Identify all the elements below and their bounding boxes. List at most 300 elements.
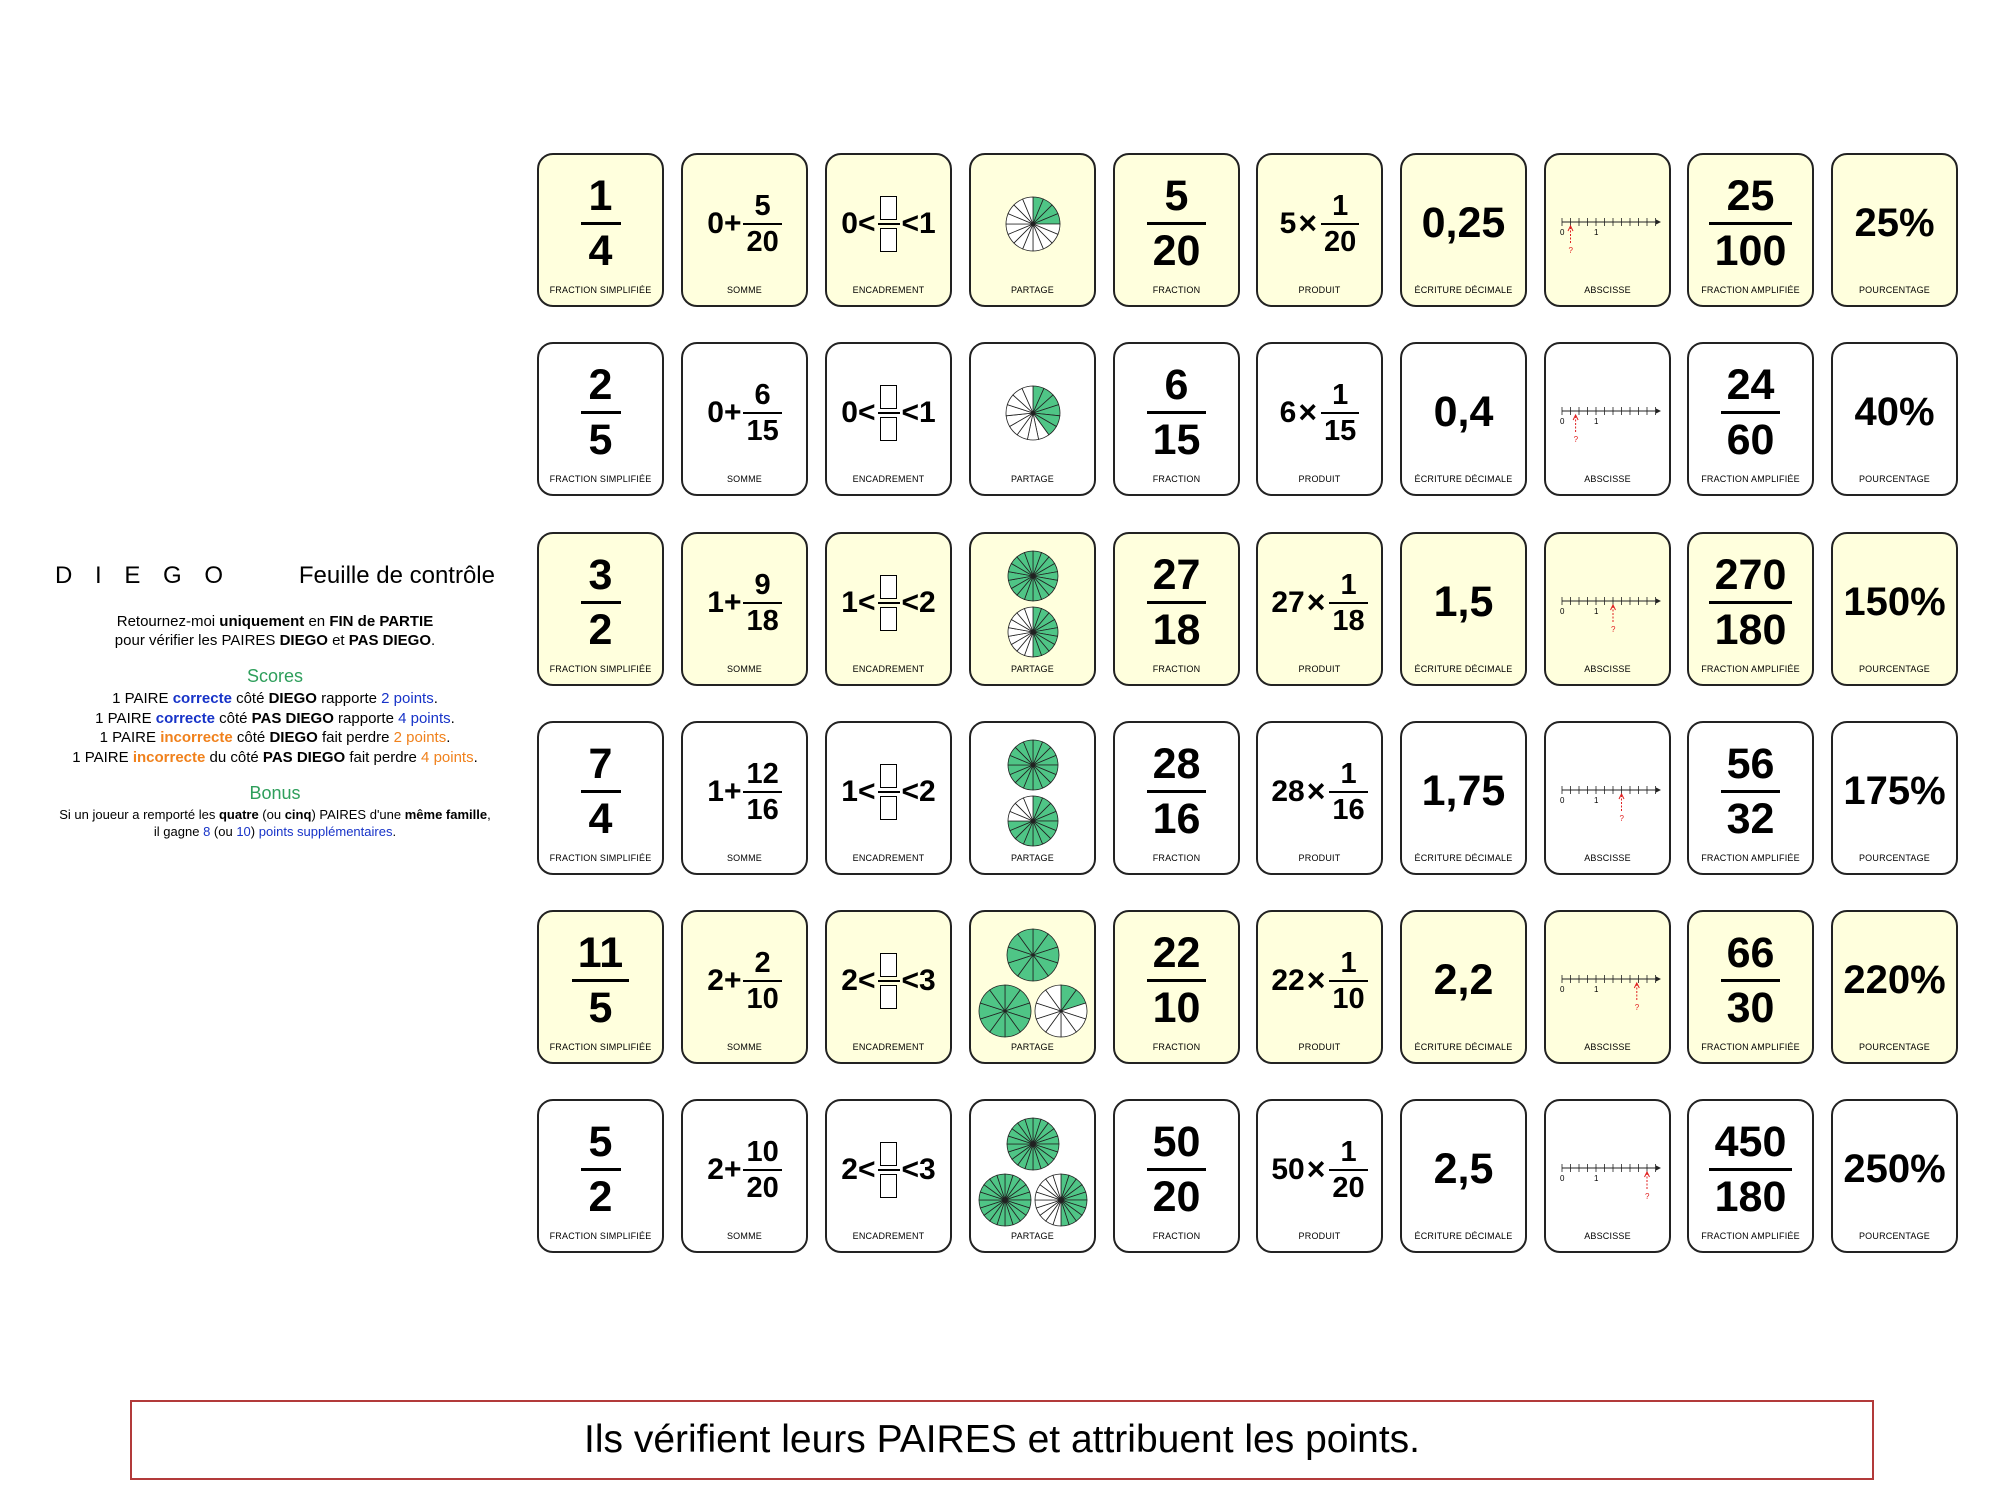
denominator: 15 (1324, 414, 1357, 447)
small-fraction (1329, 947, 1367, 1015)
fraction-bar (1721, 411, 1781, 414)
numerator: 2 (588, 361, 613, 409)
card-content (1546, 350, 1669, 475)
card-content (539, 540, 662, 665)
fraction-bar (878, 980, 900, 982)
domino-card (1544, 1099, 1671, 1253)
card-category-label: PRODUIT (1298, 853, 1341, 863)
numerator: 2 (754, 946, 771, 979)
blank-fraction (878, 953, 900, 1009)
card-category-label: PRODUIT (1298, 474, 1341, 484)
card-content (1546, 1107, 1669, 1232)
card-category-label: ABSCISSE (1584, 1042, 1631, 1052)
domino-card (1831, 910, 1958, 1064)
fraction (1147, 172, 1207, 275)
text-segment: du côté (205, 748, 263, 766)
decimal-value: 0,4 (1433, 388, 1494, 436)
amplified-fraction (1709, 551, 1793, 654)
domino-card (537, 153, 664, 307)
domino-card (537, 1099, 664, 1253)
card-category-label: SOMME (726, 285, 762, 295)
lower-bound: 2 (841, 1152, 858, 1186)
numerator: 7 (588, 740, 613, 788)
amplified-fraction (1709, 172, 1793, 275)
product-expression (1280, 379, 1360, 447)
times-sign: × (1306, 773, 1326, 809)
denominator: 20 (746, 1171, 779, 1204)
upper-bound: 3 (919, 1152, 936, 1186)
card-content (539, 350, 662, 475)
fraction-bar (743, 223, 781, 225)
card-content (1115, 918, 1238, 1043)
card-content (683, 1107, 806, 1232)
fraction-bar (1147, 1168, 1207, 1171)
lower-bound: 1 (841, 774, 858, 808)
numerator: 9 (754, 568, 771, 601)
caption-banner (130, 1400, 1874, 1480)
text-segment: . (392, 824, 397, 839)
domino-card (1113, 910, 1240, 1064)
plus-sign: + (723, 774, 742, 808)
small-fraction (743, 569, 781, 637)
card-category-label: PARTAGE (1011, 474, 1054, 484)
pie-disc (1035, 985, 1087, 1037)
fraction-bar (1709, 1168, 1793, 1171)
text-segment: quatre (218, 807, 259, 822)
card-content (1115, 1107, 1238, 1232)
percentage-value: 40% (1854, 390, 1935, 434)
numerator: 6 (754, 378, 771, 411)
pie-disc (1008, 551, 1058, 601)
text-segment: . (431, 632, 436, 649)
text-segment: fait perdre (317, 729, 394, 746)
domino-card (1400, 910, 1527, 1064)
fraction (1147, 1118, 1207, 1221)
card-content (827, 161, 950, 286)
card-content (1833, 918, 1956, 1043)
bonus-line (45, 823, 505, 840)
card-category-label: FRACTION AMPLIFIÉE (1701, 664, 1800, 674)
fraction-bar (581, 411, 621, 414)
lower-bound: 2 (841, 963, 858, 997)
whole-part: 2 (707, 963, 724, 997)
pie-disc (1006, 386, 1060, 440)
card-content (1402, 161, 1525, 286)
card-category-label: SOMME (726, 1042, 762, 1052)
domino-card (969, 910, 1096, 1064)
factor: 28 (1271, 774, 1305, 808)
number-line (1546, 921, 1669, 1041)
text-segment: 4 (398, 709, 407, 727)
pie-diagram (971, 543, 1094, 663)
axis-one-label: 1 (1594, 984, 1599, 994)
text-segment: ) (250, 824, 259, 839)
axis-arrow (1656, 787, 1661, 792)
numerator: 22 (1152, 929, 1201, 977)
domino-card (969, 1099, 1096, 1253)
card-category-label: ABSCISSE (1584, 664, 1631, 674)
denominator: 180 (1714, 606, 1787, 654)
axis-zero-label: 0 (1560, 984, 1565, 994)
fraction-bar (1329, 602, 1367, 604)
card-category-label: SOMME (726, 664, 762, 674)
denominator: 10 (1152, 984, 1201, 1032)
domino-card (1113, 721, 1240, 875)
blank-fraction (878, 196, 900, 252)
simplified-fraction (581, 551, 621, 654)
card-content (1258, 350, 1381, 475)
number-line (1546, 164, 1669, 284)
denominator: 30 (1726, 984, 1775, 1032)
denominator: 16 (1332, 793, 1365, 826)
number-line (1546, 353, 1669, 473)
numerator: 28 (1152, 740, 1201, 788)
axis-arrow (1656, 598, 1661, 603)
bonus-rules (45, 806, 505, 840)
upper-bound: 1 (919, 206, 936, 240)
fraction-bar (1321, 412, 1359, 414)
percentage-value: 25% (1854, 201, 1935, 245)
denominator: 18 (1332, 604, 1365, 637)
whole-part: 1 (707, 585, 724, 619)
card-content (827, 1107, 950, 1232)
card-content (1833, 729, 1956, 854)
amplified-fraction (1721, 740, 1781, 843)
card-category-label: POURCENTAGE (1858, 474, 1931, 484)
domino-card (1113, 153, 1240, 307)
fraction-bar (1329, 791, 1367, 793)
text-segment: correcte (172, 690, 232, 707)
numerator: 450 (1714, 1118, 1787, 1166)
pie-diagram (971, 164, 1094, 284)
card-category-label: ABSCISSE (1584, 853, 1631, 863)
domino-card (1544, 721, 1671, 875)
sum-expression (707, 569, 781, 637)
plus-sign: + (723, 206, 742, 240)
numerator: 1 (1332, 189, 1349, 222)
axis-arrow (1656, 219, 1661, 224)
fraction-bar (581, 222, 621, 225)
numerator: 5 (1164, 172, 1189, 220)
axis-arrow (1656, 976, 1661, 981)
decimal-value: 2,5 (1433, 1145, 1494, 1193)
card-content (827, 540, 950, 665)
card-content (539, 161, 662, 286)
denominator: 18 (746, 604, 779, 637)
text-segment: PAS DIEGO (262, 748, 346, 766)
blank-fraction (878, 764, 900, 820)
numerator: 270 (1714, 551, 1787, 599)
less-than-sign: < (901, 1152, 920, 1186)
text-segment: points (433, 748, 474, 766)
domino-card (1256, 1099, 1383, 1253)
small-fraction (743, 190, 781, 258)
domino-card (1544, 532, 1671, 686)
card-content (539, 918, 662, 1043)
pie-disc (1035, 1174, 1087, 1226)
text-segment: points supplémentaires (258, 824, 393, 839)
text-segment: 2 (393, 729, 402, 746)
domino-card (1831, 153, 1958, 307)
card-content (1833, 1107, 1956, 1232)
text-segment: correcte (155, 709, 215, 727)
simplified-fraction (581, 1118, 621, 1221)
blank-denominator-box (880, 607, 897, 631)
fraction-bar (878, 602, 900, 604)
text-segment: 8 (203, 824, 211, 839)
factor: 50 (1271, 1152, 1305, 1186)
card-category-label: POURCENTAGE (1858, 853, 1931, 863)
card-content (1546, 161, 1669, 286)
domino-card (969, 153, 1096, 307)
times-sign: × (1306, 962, 1326, 998)
upper-bound: 2 (919, 774, 936, 808)
lower-bound: 1 (841, 585, 858, 619)
whole-part: 0 (707, 206, 724, 240)
percentage-value: 150% (1843, 580, 1946, 624)
denominator: 10 (1332, 982, 1365, 1015)
fraction (1147, 929, 1207, 1032)
fraction-bar (1721, 790, 1781, 793)
card-content (971, 918, 1094, 1043)
card-content (1258, 1107, 1381, 1232)
card-content (539, 729, 662, 854)
card-category-label: FRACTION (1152, 474, 1201, 484)
card-content (539, 1107, 662, 1232)
fraction-bar (581, 601, 621, 604)
unknown-label: ? (1568, 245, 1573, 255)
domino-card (1113, 342, 1240, 496)
card-category-label: SOMME (726, 1231, 762, 1241)
card-content (971, 161, 1094, 286)
card-content (971, 540, 1094, 665)
fraction-bar (878, 412, 900, 414)
denominator: 10 (746, 982, 779, 1015)
factor: 6 (1279, 395, 1297, 429)
pie-disc (1006, 197, 1060, 251)
domino-card (969, 342, 1096, 496)
domino-card (1256, 532, 1383, 686)
card-category-label: ÉCRITURE DÉCIMALE (1414, 1042, 1513, 1052)
axis-arrow (1656, 1165, 1661, 1170)
domino-card (825, 721, 952, 875)
text-segment: . (433, 690, 438, 707)
card-content (1115, 350, 1238, 475)
domino-card (537, 532, 664, 686)
card-content (971, 1107, 1094, 1232)
numerator: 3 (588, 551, 613, 599)
blank-numerator-box (880, 764, 897, 788)
domino-card (825, 1099, 952, 1253)
domino-card (825, 910, 952, 1064)
card-category-label: SOMME (726, 853, 762, 863)
blank-numerator-box (880, 953, 897, 977)
blank-fraction (878, 575, 900, 631)
blank-numerator-box (880, 196, 897, 220)
number-line (1546, 732, 1669, 852)
upper-bound: 1 (919, 395, 936, 429)
small-fraction (1329, 758, 1367, 826)
plus-sign: + (723, 585, 742, 619)
amplified-fraction (1709, 1118, 1793, 1221)
pie-diagram (971, 353, 1094, 473)
bounds-expression (841, 575, 935, 631)
card-content (1833, 161, 1956, 286)
domino-card (537, 721, 664, 875)
card-category-label: ENCADREMENT (852, 853, 925, 863)
denominator: 32 (1726, 795, 1775, 843)
bounds-expression (841, 196, 935, 252)
axis-one-label: 1 (1594, 227, 1599, 237)
whole-part: 2 (707, 1152, 724, 1186)
card-content (1402, 1107, 1525, 1232)
numerator: 10 (746, 1135, 779, 1168)
domino-card (537, 910, 664, 1064)
card-category-label: FRACTION SIMPLIFIÉE (549, 1231, 652, 1241)
sum-expression (707, 379, 781, 447)
number-line (1546, 543, 1669, 663)
times-sign: × (1306, 1151, 1326, 1187)
pie-disc (1008, 740, 1058, 790)
domino-card (1544, 342, 1671, 496)
text-segment: fait perdre (345, 748, 422, 766)
card-category-label: ÉCRITURE DÉCIMALE (1414, 285, 1513, 295)
card-category-label: POURCENTAGE (1858, 664, 1931, 674)
times-sign: × (1298, 394, 1318, 430)
text-segment: côté (232, 729, 270, 746)
card-category-label: PRODUIT (1298, 285, 1341, 295)
percentage-value: 175% (1843, 769, 1946, 813)
amplified-fraction (1721, 361, 1781, 464)
whole-part: 1 (707, 774, 724, 808)
card-content (1402, 350, 1525, 475)
axis-zero-label: 0 (1560, 795, 1565, 805)
text-segment: et (327, 632, 349, 649)
domino-card (681, 532, 808, 686)
denominator: 20 (1332, 1171, 1365, 1204)
blank-denominator-box (880, 796, 897, 820)
domino-card (1687, 910, 1814, 1064)
domino-card (681, 1099, 808, 1253)
domino-card (681, 721, 808, 875)
card-category-label: ENCADREMENT (852, 664, 925, 674)
card-content (1833, 350, 1956, 475)
bounds-expression (841, 764, 935, 820)
small-fraction (1321, 379, 1359, 447)
domino-card (1400, 721, 1527, 875)
pie-diagram (971, 1110, 1094, 1230)
caption-text: Ils vérifient leurs PAIRES et attribuent les points. (584, 1418, 1420, 1461)
card-content (1689, 918, 1812, 1043)
sum-expression (707, 947, 781, 1015)
fraction (1147, 551, 1207, 654)
domino-card (1831, 342, 1958, 496)
domino-card (1687, 721, 1814, 875)
blank-denominator-box (880, 985, 897, 1009)
small-fraction (1329, 569, 1367, 637)
card-category-label: FRACTION SIMPLIFIÉE (549, 853, 652, 863)
domino-card (825, 153, 952, 307)
text-segment: . (446, 729, 451, 746)
text-segment: uniquement (219, 613, 305, 630)
upper-bound: 2 (919, 585, 936, 619)
whole-part: 0 (707, 395, 724, 429)
fraction-bar (743, 412, 781, 414)
denominator: 180 (1714, 1173, 1787, 1221)
numerator: 1 (1340, 1135, 1357, 1168)
domino-card (681, 342, 808, 496)
card-content (1689, 161, 1812, 286)
factor: 22 (1271, 963, 1305, 997)
denominator: 18 (1152, 606, 1201, 654)
denominator: 2 (588, 606, 613, 654)
card-category-label: ÉCRITURE DÉCIMALE (1414, 474, 1513, 484)
domino-card (1113, 532, 1240, 686)
denominator: 15 (1152, 416, 1201, 464)
card-category-label: PARTAGE (1011, 664, 1054, 674)
card-category-label: ÉCRITURE DÉCIMALE (1414, 853, 1513, 863)
text-segment: côté (214, 709, 252, 727)
card-category-label: POURCENTAGE (1858, 1231, 1931, 1241)
text-segment: DIEGO (268, 690, 317, 707)
less-than-sign: < (857, 1152, 876, 1186)
less-than-sign: < (857, 774, 876, 808)
fraction-bar (743, 791, 781, 793)
less-than-sign: < (901, 774, 920, 808)
card-content (683, 540, 806, 665)
text-segment: . (473, 748, 478, 766)
text-segment: incorrecte (160, 729, 233, 746)
domino-card (1831, 532, 1958, 686)
domino-card (1687, 342, 1814, 496)
less-than-sign: < (857, 395, 876, 429)
card-category-label: POURCENTAGE (1858, 285, 1931, 295)
card-category-label: ENCADREMENT (852, 1231, 925, 1241)
amplified-fraction (1721, 929, 1781, 1032)
small-fraction (743, 1136, 781, 1204)
fraction-bar (1721, 979, 1781, 982)
denominator: 16 (746, 793, 779, 826)
text-segment: Si un joueur a remporté les (59, 807, 219, 822)
unknown-label: ? (1619, 813, 1624, 823)
blank-numerator-box (880, 1142, 897, 1166)
card-category-label: FRACTION (1152, 664, 1201, 674)
text-segment: . (450, 709, 455, 727)
text-segment: cinq (284, 807, 312, 822)
pie-diagram (971, 921, 1094, 1041)
axis-zero-label: 0 (1560, 606, 1565, 616)
numerator: 12 (746, 757, 779, 790)
card-category-label: FRACTION AMPLIFIÉE (1701, 1231, 1800, 1241)
domino-card (825, 342, 952, 496)
less-than-sign: < (901, 206, 920, 240)
fraction-bar (743, 1169, 781, 1171)
text-segment: ) PAIRES d'une (311, 807, 405, 822)
text-segment: pour vérifier les PAIRES (114, 632, 280, 649)
less-than-sign: < (857, 585, 876, 619)
domino-card (1544, 910, 1671, 1064)
text-segment: PAS DIEGO (348, 632, 432, 649)
pie-disc (979, 1174, 1031, 1226)
card-content (827, 918, 950, 1043)
fraction-bar (1147, 222, 1207, 225)
less-than-sign: < (901, 395, 920, 429)
unknown-label: ? (1645, 1191, 1650, 1201)
blank-denominator-box (880, 417, 897, 441)
lower-bound: 0 (841, 395, 858, 429)
card-category-label: PARTAGE (1011, 1042, 1054, 1052)
pie-disc (979, 985, 1031, 1037)
